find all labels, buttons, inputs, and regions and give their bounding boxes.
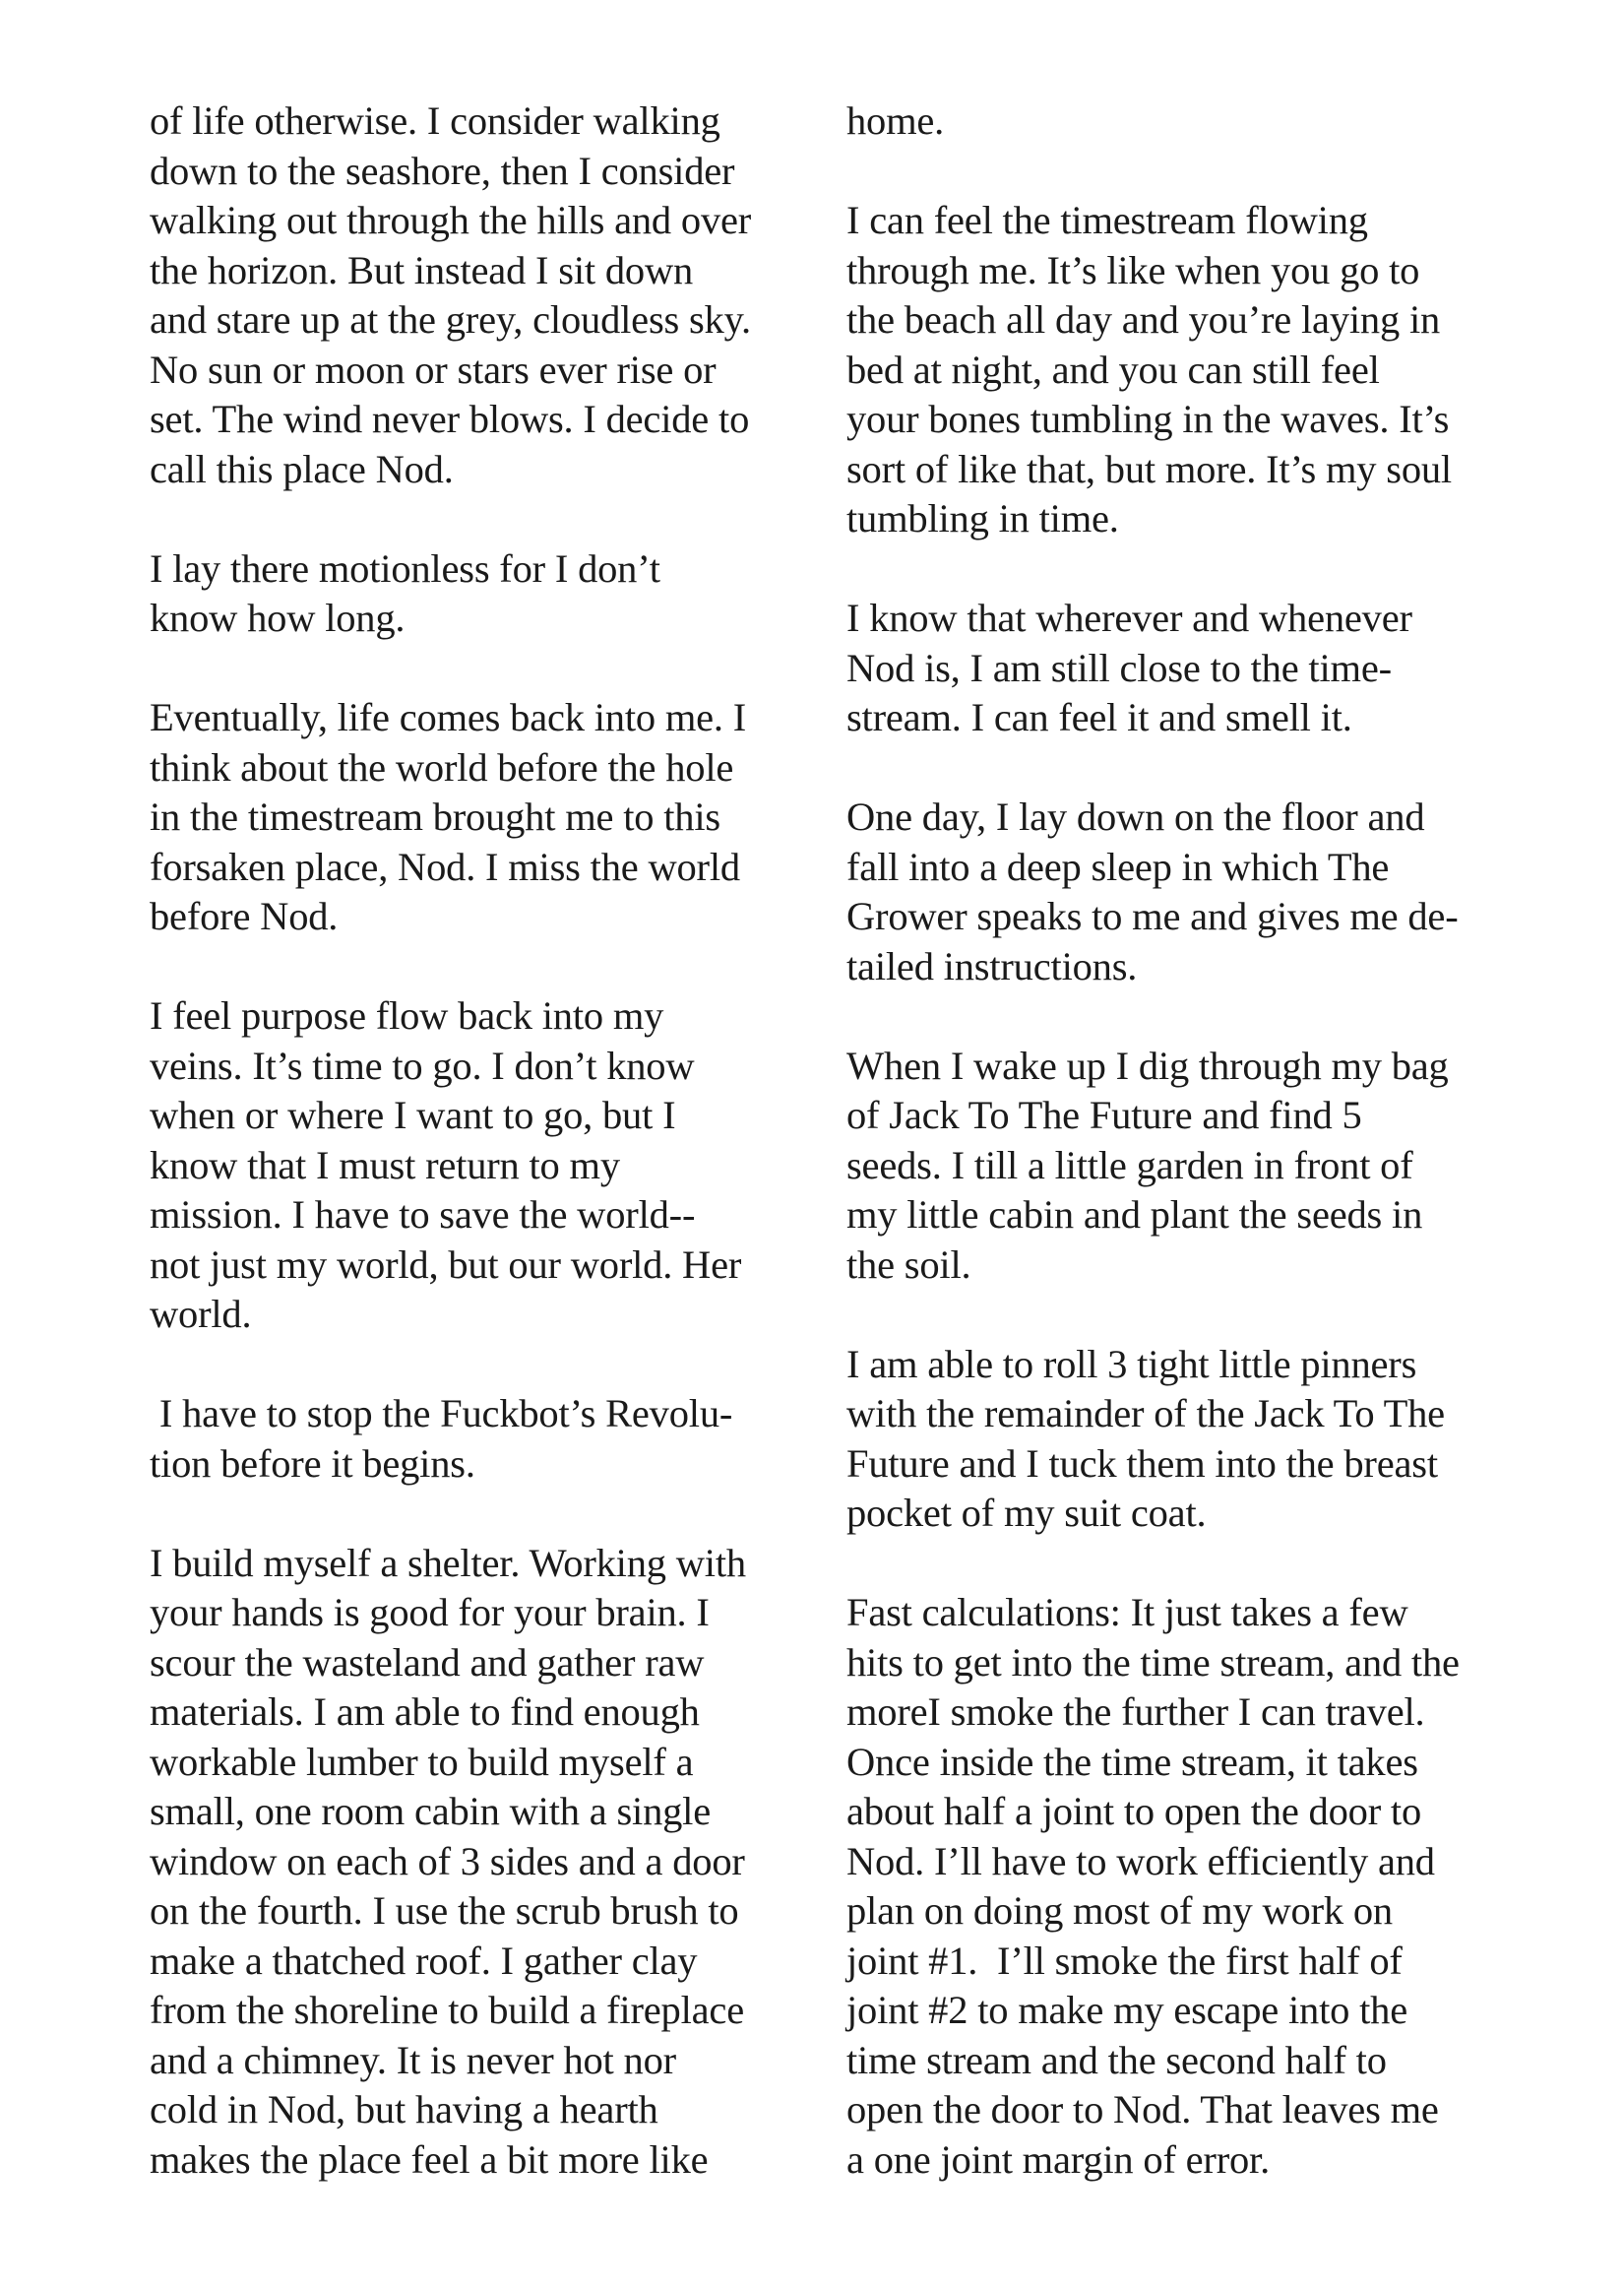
text-line: No sun or moon or stars ever rise or [150,347,717,392]
text-line: of Jack To The Future and find 5 [846,1093,1362,1137]
text-line: with the remainder of the Jack To The [846,1391,1445,1435]
text-line: I lay there motionless for I don’t [150,545,660,591]
paragraph-gap [846,544,1535,595]
text-line: When I wake up I dig through my bag [846,1043,1449,1088]
text-line: down to the seashore, then I consider [150,148,735,193]
text-line: Fast calculations: It just takes a few [846,1590,1408,1634]
text-line: in the timestream brought me to this [150,795,720,839]
paragraph-gap [150,1489,839,1539]
text-line: materials. I am able to find enough [150,1689,700,1734]
paragraph [846,793,1535,991]
text-line: home. [846,98,945,143]
text-line: of life otherwise. I consider walking [150,98,720,143]
paragraph-gap [846,743,1535,794]
paragraph [150,1539,839,2186]
paragraph [150,544,839,644]
text-line: pocket of my suit coat. [846,1491,1207,1535]
paragraph-gap [846,147,1535,197]
text-line: call this place Nod. [150,446,454,491]
text-line: hits to get into the time stream, and the [846,1639,1460,1685]
paragraph-gap [150,644,839,694]
text-line: makes the place feel a bit more like [150,2136,709,2182]
text-line: Grower speaks to me and gives me de- [846,894,1459,938]
text-line: the horizon. But instead I sit down [150,247,694,292]
text-line: seeds. I till a little garden in front of [846,1142,1413,1187]
text-line: One day, I lay down on the floor and [846,795,1425,839]
paragraph-gap [846,1539,1535,1589]
text-line: tailed instructions. [846,943,1138,988]
text-line: mission. I have to save the world-- [150,1192,696,1237]
text-line: know how long. [150,596,406,640]
text-line: Nod is, I am still close to the time- [846,645,1392,690]
text-line: fall into a deep sleep in which The [846,844,1390,889]
text-line: window on each of 3 sides and a door [150,1838,745,1883]
text-line: I have to stop the Fuckbot’s Revolu- [150,1391,733,1435]
text-line: forsaken place, Nod. I miss the world [150,844,740,889]
text-line: sort of like that, but more. It’s my soul [846,446,1452,491]
text-line: Future and I tuck them into the breast [846,1440,1438,1486]
text-line: know that I must return to my [150,1142,620,1187]
text-line: when or where I want to go, but I [150,1093,676,1137]
text-line: the beach all day and you’re laying in [846,297,1441,342]
text-line: joint #1. I’ll smoke the first half of [846,1938,1403,1983]
text-line: workable lumber to build myself a [150,1739,694,1784]
text-line: from the shoreline to build a fireplace [150,1988,744,2032]
paragraph [846,1588,1535,2185]
text-line: your bones tumbling in the waves. It’s [846,397,1450,441]
text-line: and a chimney. It is never hot nor [150,2037,676,2082]
text-line: veins. It’s time to go. I don’t know [150,1043,695,1088]
text-line: open the door to Nod. That leaves me [846,2087,1439,2131]
text-line: before Nod. [150,894,339,938]
text-line: the soil. [846,1241,971,1287]
text-line: scour the wasteland and gather raw [150,1639,705,1685]
text-line: tion before it begins. [150,1440,475,1486]
paragraph [846,1042,1535,1291]
paragraph [846,196,1535,544]
text-line: walking out through the hills and over [150,198,752,242]
paragraph-gap [150,494,839,544]
text-line: on the fourth. I use the scrub brush to [150,1888,739,1933]
text-line: I build myself a shelter. Working with [150,1540,746,1585]
text-line: small, one room cabin with a single [150,1789,712,1833]
text-line: Nod. I’ll have to work efficiently and [846,1838,1435,1883]
text-line: I know that wherever and whenever [846,596,1412,640]
left-text-column [150,96,839,2185]
text-line: your hands is good for your brain. I [150,1590,710,1634]
paragraph-gap [150,1340,839,1390]
paragraph [150,1389,839,1489]
text-line: moreI smoke the further I can travel. [846,1689,1425,1734]
paragraph-gap [846,1290,1535,1340]
text-line: a one joint margin of error. [846,2136,1271,2182]
text-line: joint #2 to make my escape into the [846,1988,1407,2032]
text-line: world. [150,1292,252,1336]
text-line: and stare up at the grey, cloudless sky. [150,297,751,342]
text-line: make a thatched roof. I gather clay [150,1938,698,1983]
text-line: plan on doing most of my work on [846,1888,1393,1933]
paragraph [846,1340,1535,1539]
text-line: bed at night, and you can still feel [846,347,1380,392]
text-line: I am able to roll 3 tight little pinners [846,1341,1417,1386]
paragraph [846,594,1535,743]
text-line: set. The wind never blows. I decide to [150,397,750,441]
right-text-column [846,96,1535,2185]
text-line: cold in Nod, but having a hearth [150,2087,658,2131]
paragraph [150,96,839,494]
paragraph [150,991,839,1340]
text-line: my little cabin and plant the seeds in [846,1192,1423,1237]
text-line: about half a joint to open the door to [846,1789,1422,1833]
text-line: Once inside the time stream, it takes [846,1739,1418,1784]
text-line: not just my world, but our world. Her [150,1241,742,1287]
paragraph-gap [846,991,1535,1042]
paragraph [846,96,1535,147]
text-line: I can feel the timestream flowing [846,198,1368,242]
text-line: think about the world before the hole [150,744,734,790]
text-line: through me. It’s like when you go to [846,247,1420,292]
text-line: tumbling in time. [846,496,1119,540]
text-line: stream. I can feel it and smell it. [846,695,1352,739]
text-line: time stream and the second half to [846,2037,1387,2082]
paragraph [150,693,839,942]
text-line: Eventually, life comes back into me. I [150,695,747,739]
paragraph-gap [150,942,839,992]
text-line: I feel purpose flow back into my [150,993,664,1038]
